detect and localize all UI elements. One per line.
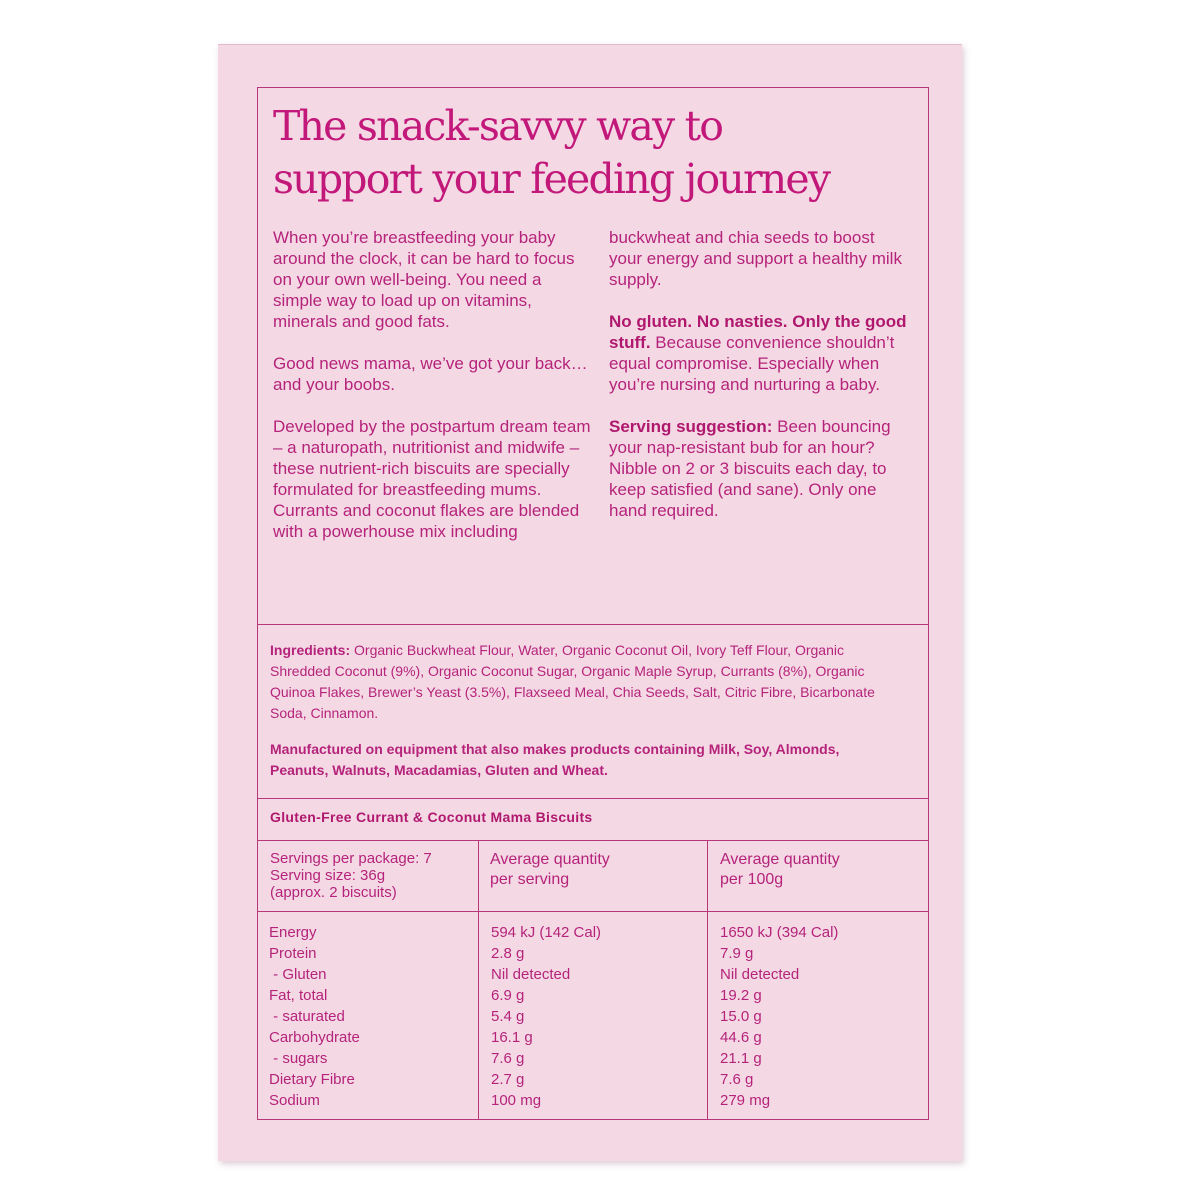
nutrient-name: - saturated — [269, 1008, 345, 1025]
per-100g-value: Nil detected — [720, 966, 800, 983]
nutrient-name: Fat, total — [269, 987, 328, 1004]
table-column-divider-2 — [707, 840, 708, 1120]
nutrient-name: - sugars — [269, 1050, 328, 1067]
header-per-100g-line-1: Average quantity — [720, 851, 840, 868]
left-text-column — [273, 227, 591, 563]
good-news-paragraph: Good news mama, we’ve got your back…and your boobs. — [273, 354, 588, 394]
per-100g-column — [720, 922, 838, 1111]
buckwheat-paragraph: buckwheat and chia seeds to boost your energy and support a healthy milk supply. — [609, 228, 902, 289]
intro-paragraph: When you’re breastfeeding your baby around the clock, it can be hard to focus on your own well-being. You need a simple way to load up on vitamins, minerals and good fats. — [273, 228, 575, 331]
ingredients-list — [270, 640, 900, 724]
header-per-serving — [490, 850, 610, 890]
per-100g-value: 7.9 g — [720, 945, 754, 962]
no-gluten-bold: No gluten. No nasties. Only the good stuff. — [609, 312, 907, 352]
header-per-100g-line-2: per 100g — [720, 871, 784, 888]
header-per-serving-line-2: per serving — [490, 871, 570, 888]
header-per-serving-line-1: Average quantity — [490, 851, 610, 868]
per-serving-value: 100 mg — [491, 1092, 542, 1109]
per-serving-value: Nil detected — [491, 966, 571, 983]
right-text-column — [609, 227, 909, 542]
nutrient-name: Sodium — [269, 1092, 320, 1109]
nutrient-name: Energy — [269, 924, 317, 941]
per-100g-value: 19.2 g — [720, 987, 762, 1004]
ingredients-section — [270, 640, 900, 796]
nutrition-product-name: Gluten-Free Currant & Coconut Mama Biscuits — [270, 809, 593, 825]
divider-ingredients — [257, 624, 929, 625]
serving-suggestion-text: Been bouncing your nap-resistant bub for an hour? Nibble on 2 or 3 biscuits each day, to keep satisfied (and sane). Only one hand required. — [609, 417, 891, 520]
servings-per-package: Servings per package: 7 — [270, 850, 432, 867]
allergen-statement — [270, 739, 900, 781]
divider-nutrition — [257, 798, 929, 799]
serving-size: Serving size: 36g — [270, 867, 386, 884]
per-serving-value: 2.7 g — [491, 1071, 525, 1088]
ingredients-text: Organic Buckwheat Flour, Water, Organic Coconut Oil, Ivory Teff Flour, Organic Shredded Coconut (9%), Organic Coconut Sugar, Organic Maple Syrup, Currants (8%), Organic Quinoa Flakes, Brewer’s Yeast (3.5%), Flaxseed Meal, Chia Seeds, Salt, Citric Fibre, Bicarbonate Soda, Cinnamon. — [270, 642, 875, 721]
nutrient-name: Protein — [269, 945, 317, 962]
developed-by-paragraph: Developed by the postpartum dream team – a naturopath, nutritionist and midwife – these nutrient-rich biscuits are specially formulated for breastfeeding mums. Currants and coconut flakes are blended with a powerhouse mix including — [273, 417, 591, 541]
nutrient-name: - Gluten — [269, 966, 327, 983]
per-serving-value: 16.1 g — [491, 1029, 533, 1046]
nutrient-name: Dietary Fibre — [269, 1071, 355, 1088]
per-serving-value: 6.9 g — [491, 987, 525, 1004]
headline-line-1: The snack-savvy way to — [273, 102, 723, 150]
serving-suggestion-paragraph — [609, 416, 909, 521]
divider-table-body — [257, 911, 929, 912]
nutrient-names-column — [269, 922, 360, 1111]
per-100g-value: 1650 kJ (394 Cal) — [720, 924, 839, 941]
per-serving-value: 5.4 g — [491, 1008, 525, 1025]
serving-suggestion-label: Serving suggestion: — [609, 417, 773, 436]
ingredients-label: Ingredients: — [270, 642, 351, 658]
no-gluten-text: Because convenience shouldn’t equal compromise. Especially when you’re nursing and nurturing a baby. — [609, 333, 895, 394]
per-serving-value: 2.8 g — [491, 945, 525, 962]
allergen-text: Manufactured on equipment that also makes products containing Milk, Soy, Almonds, Peanuts, Walnuts, Macadamias, Gluten and Wheat. — [270, 741, 840, 778]
serving-approx: (approx. 2 biscuits) — [270, 884, 397, 901]
per-100g-value: 15.0 g — [720, 1008, 762, 1025]
per-100g-value: 44.6 g — [720, 1029, 762, 1046]
per-serving-value: 7.6 g — [491, 1050, 525, 1067]
headline — [273, 100, 913, 206]
header-per-100g — [720, 850, 840, 890]
servings-info — [270, 850, 432, 901]
divider-table-header — [257, 840, 929, 841]
per-100g-value: 279 mg — [720, 1092, 771, 1109]
per-100g-value: 21.1 g — [720, 1050, 762, 1067]
per-serving-value: 594 kJ (142 Cal) — [491, 924, 602, 941]
no-gluten-paragraph — [609, 311, 909, 395]
per-serving-column — [491, 922, 601, 1111]
table-column-divider-1 — [478, 840, 479, 1120]
nutrient-name: Carbohydrate — [269, 1029, 360, 1046]
per-100g-value: 7.6 g — [720, 1071, 754, 1088]
headline-line-2: support your feeding journey — [273, 155, 830, 203]
